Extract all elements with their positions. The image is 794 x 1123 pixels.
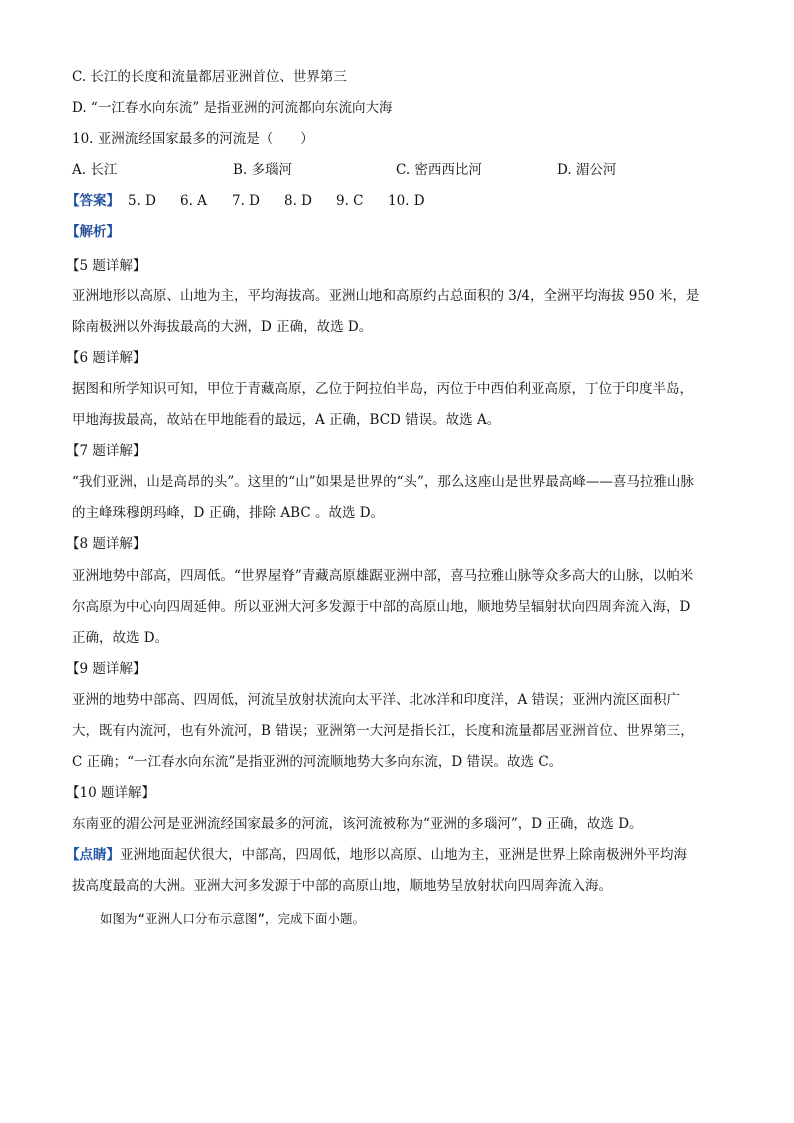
explanation-9-line: C 正确；“一江春水向东流”是指亚洲的河流顺地势大多向东流，D 错误。故选 C。 bbox=[72, 754, 563, 770]
explanation-7-line: “我们亚洲，山是高昂的头”。这里的“山”如果是世界的“头”，那么这座山是世界最高峰——喜马拉雅山脉 bbox=[72, 474, 694, 490]
answer-item: 7. D bbox=[232, 193, 260, 209]
explanation-9-heading: 【9 题详解】 bbox=[66, 661, 147, 677]
q10-option-c: C. 密西西比河 bbox=[396, 162, 482, 178]
explanation-8-line: 亚洲地势中部高，四周低。“世界屋脊”青藏高原雄踞亚洲中部，喜马拉雅山脉等众多高大的山脉，以帕米 bbox=[72, 568, 694, 584]
explanation-7-line: 的主峰珠穆朗玛峰，D 正确，排除 ABC 。故选 D。 bbox=[72, 505, 385, 521]
explanation-6-line: 甲地海拔最高，故站在甲地能看的最远，A 正确，BCD 错误。故选 A。 bbox=[72, 412, 501, 428]
explanation-5-line: 除南极洲以外海拔最高的大洲，D 正确，故选 D。 bbox=[72, 319, 373, 335]
q9-option-d: D. “一江春水向东流” 是指亚洲的河流都向东流向大海 bbox=[72, 100, 393, 116]
q10-option-d: D. 湄公河 bbox=[557, 162, 617, 178]
answer-item: 8. D bbox=[284, 193, 312, 209]
explanation-10-heading: 【10 题详解】 bbox=[66, 785, 155, 801]
explanation-7-heading: 【7 题详解】 bbox=[66, 443, 147, 459]
q10-option-a: A. 长江 bbox=[72, 162, 118, 178]
answer-item: 6. A bbox=[180, 193, 207, 209]
comment-first-line bbox=[66, 846, 687, 864]
answers-label: 【答案】 bbox=[66, 193, 120, 209]
explanation-9-line: 大，既有内流河，也有外流河，B 错误；亚洲第一大河是指长江，长度和流量都居亚洲首位、世界第三， bbox=[72, 723, 694, 739]
explanation-10-line: 东南亚的湄公河是亚洲流经国家最多的河流，该河流被称为“亚洲的多瑙河”，D 正确，故选 D。 bbox=[72, 816, 643, 832]
explanation-6-heading: 【6 题详解】 bbox=[66, 350, 147, 366]
answer-item: 10. D bbox=[388, 193, 425, 209]
q10-option-b: B. 多瑙河 bbox=[233, 162, 293, 178]
comment-line: 拔高度最高的大洲。亚洲大河多发源于中部的高原山地，顺地势呈放射状向四周奔流入海。 bbox=[72, 878, 612, 894]
answer-item: 9. C bbox=[336, 193, 364, 209]
q9-option-c: C. 长江的长度和流量都居亚洲首位、世界第三 bbox=[72, 69, 347, 85]
comment-line: 亚洲地面起伏很大，中部高，四周低，地形以高原、山地为主，亚洲是世界上除南极洲外平均海 bbox=[120, 847, 687, 863]
q10-stem: 10. 亚洲流经国家最多的河流是（ ） bbox=[72, 131, 314, 147]
explanation-8-heading: 【8 题详解】 bbox=[66, 536, 147, 552]
explanation-9-line: 亚洲的地势中部高、四周低，河流呈放射状流向太平洋、北冰洋和印度洋，A 错误；亚洲内流区面积广 bbox=[72, 692, 681, 708]
explanation-8-line: 尔高原为中心向四周延伸。所以亚洲大河多发源于中部的高原山地，顺地势呈辐射状向四周奔流入海，D bbox=[72, 599, 691, 615]
next-section-intro: 如图为“亚洲人口分布示意图”，完成下面小题。 bbox=[100, 911, 366, 926]
explanation-6-line: 据图和所学知识可知，甲位于青藏高原，乙位于阿拉伯半岛，丙位于中西伯利亚高原，丁位于印度半岛， bbox=[72, 381, 693, 397]
explanation-5-heading: 【5 题详解】 bbox=[66, 258, 147, 274]
answer-item: 5. D bbox=[128, 193, 156, 209]
comment-label: 【点睛】 bbox=[66, 847, 120, 863]
explanation-8-line: 正确，故选 D。 bbox=[72, 630, 169, 646]
explanation-5-line: 亚洲地形以高原、山地为主，平均海拔高。亚洲山地和高原约占总面积的 3/4，全洲平均海拔 950 米，是 bbox=[72, 288, 700, 304]
analysis-label: 【解析】 bbox=[66, 224, 120, 240]
